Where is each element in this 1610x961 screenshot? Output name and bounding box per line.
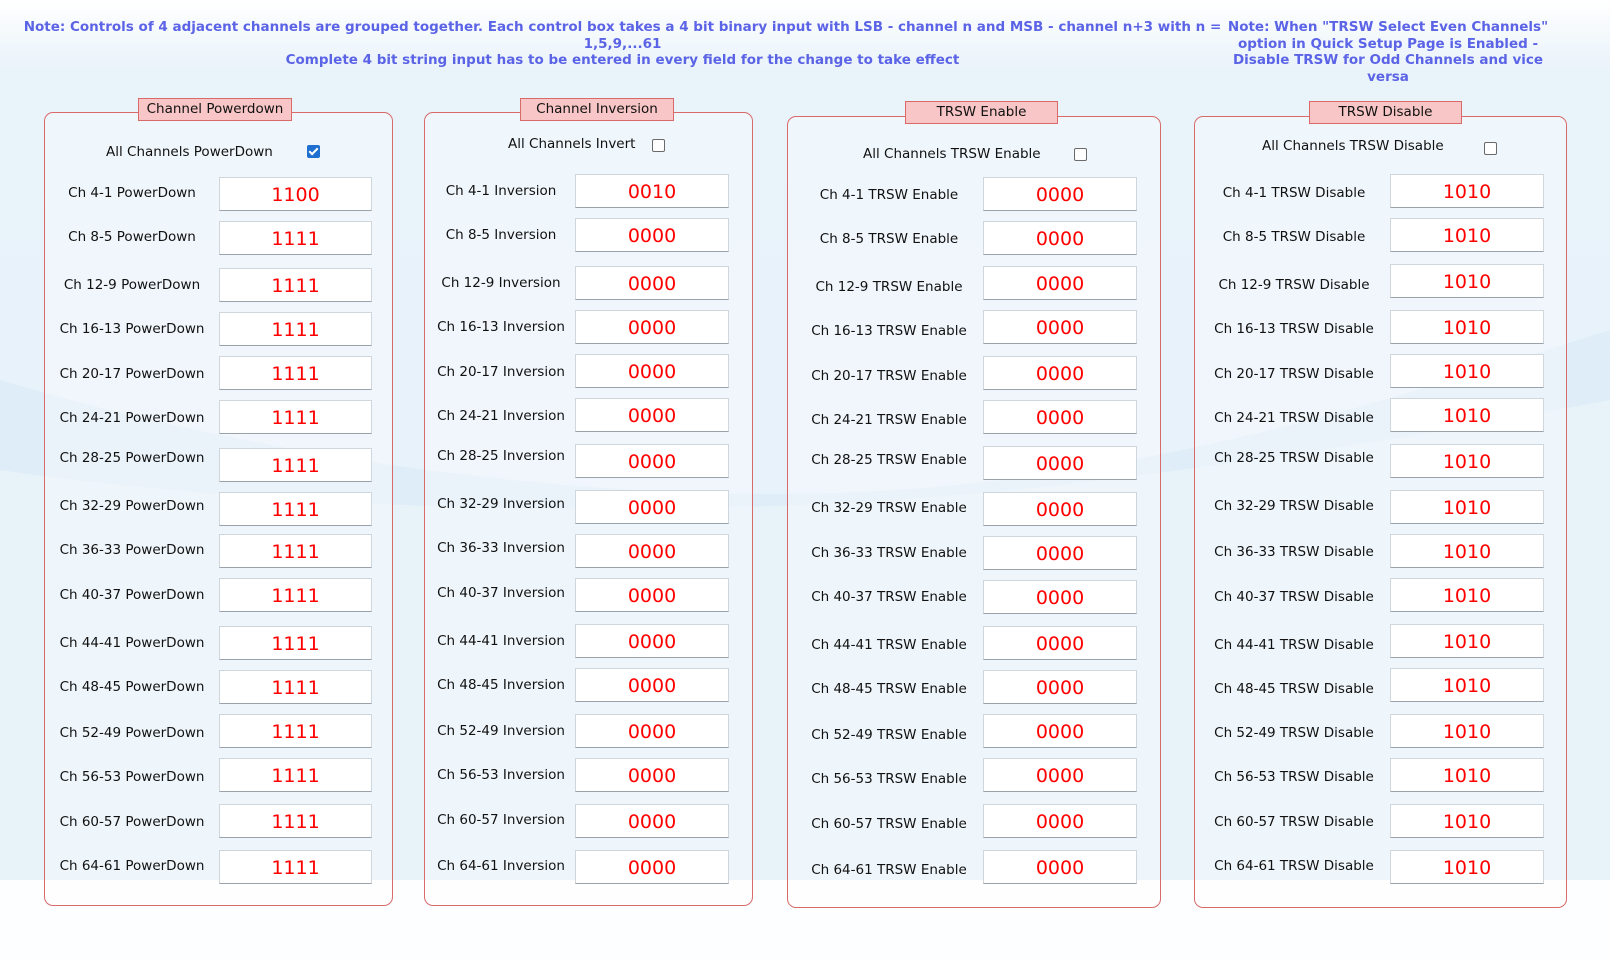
trsw-enable-value-input[interactable]	[983, 626, 1137, 664]
inversion-value-text: 0000	[575, 444, 729, 478]
all-channels-powerdown-label: All Channels PowerDown	[106, 144, 273, 160]
trsw-disable-value-text: 1010	[1390, 264, 1544, 298]
trsw-disable-value-input[interactable]	[1390, 668, 1544, 706]
powerdown-value-input[interactable]	[219, 492, 372, 530]
powerdown-row-label: Ch 12-9 PowerDown	[63, 277, 201, 293]
trsw-enable-value-text: 0000	[983, 758, 1137, 792]
powerdown-value-text: 1111	[219, 804, 372, 838]
trsw-disable-row-label: Ch 16-13 TRSW Disable	[1214, 321, 1374, 337]
trsw-enable-value-input[interactable]	[983, 356, 1137, 394]
all-channels-trsw-enable-label: All Channels TRSW Enable	[863, 146, 1041, 162]
inversion-row-label: Ch 12-9 Inversion	[441, 275, 561, 291]
trsw-disable-row-label: Ch 60-57 TRSW Disable	[1214, 814, 1374, 830]
powerdown-value-text: 1100	[219, 177, 372, 211]
trsw-disable-value-text: 1010	[1390, 758, 1544, 792]
inversion-value-text: 0000	[575, 490, 729, 524]
trsw-enable-value-text: 0000	[983, 626, 1137, 660]
trsw-enable-value-text: 0000	[983, 580, 1137, 614]
trsw-enable-row-label: Ch 40-37 TRSW Enable	[811, 589, 967, 605]
powerdown-row-label: Ch 52-49 PowerDown	[59, 725, 205, 741]
channel-grouping-note	[20, 19, 1225, 69]
inversion-row-label: Ch 64-61 Inversion	[437, 858, 565, 874]
inversion-value-text: 0000	[575, 578, 729, 612]
trsw-disable-value-input[interactable]	[1390, 490, 1544, 528]
note-line: Note: When "TRSW Select Even Channels"	[1227, 19, 1549, 35]
trsw-disable-row-label: Ch 28-25 TRSW Disable	[1214, 450, 1374, 466]
trsw-enable-value-text: 0000	[983, 356, 1137, 390]
trsw-disable-value-input[interactable]	[1390, 624, 1544, 662]
trsw-disable-row-label: Ch 56-53 TRSW Disable	[1214, 769, 1374, 785]
powerdown-value-text: 1111	[219, 714, 372, 748]
inversion-value-text: 0000	[575, 850, 729, 884]
powerdown-value-text: 1111	[219, 312, 372, 346]
inversion-row-label: Ch 48-45 Inversion	[437, 677, 565, 693]
trsw-enable-value-text: 0000	[983, 221, 1137, 255]
inversion-row-label: Ch 40-37 Inversion	[437, 585, 565, 601]
inversion-value-input[interactable]	[575, 174, 729, 212]
trsw-enable-row-label: Ch 56-53 TRSW Enable	[811, 771, 967, 787]
powerdown-row-label: Ch 64-61 PowerDown	[59, 858, 205, 874]
trsw-enable-row-label: Ch 60-57 TRSW Enable	[811, 816, 967, 832]
inversion-value-text: 0000	[575, 534, 729, 568]
inversion-value-text: 0000	[575, 354, 729, 388]
trsw-enable-value-input[interactable]	[983, 804, 1137, 842]
inversion-value-text: 0000	[575, 758, 729, 792]
trsw-disable-value-text: 1010	[1390, 624, 1544, 658]
inversion-value-input[interactable]	[575, 578, 729, 616]
trsw-disable-value-input[interactable]	[1390, 310, 1544, 348]
inversion-value-input[interactable]	[575, 850, 729, 888]
inversion-value-input[interactable]	[575, 398, 729, 436]
inversion-row-label: Ch 20-17 Inversion	[437, 364, 565, 380]
trsw-enable-value-text: 0000	[983, 400, 1137, 434]
inversion-row-label: Ch 28-25 Inversion	[437, 448, 565, 464]
powerdown-value-text: 1111	[219, 400, 372, 434]
trsw-enable-row-label: Ch 8-5 TRSW Enable	[819, 231, 959, 247]
powerdown-value-input[interactable]	[219, 758, 372, 796]
trsw-disable-value-text: 1010	[1390, 668, 1544, 702]
powerdown-value-input[interactable]	[219, 626, 372, 664]
legend-channel-inversion: Channel Inversion	[520, 98, 674, 121]
trsw-enable-value-text: 0000	[983, 177, 1137, 211]
trsw-disable-value-input[interactable]	[1390, 578, 1544, 616]
trsw-disable-value-text: 1010	[1390, 490, 1544, 524]
inversion-value-input[interactable]	[575, 534, 729, 572]
trsw-enable-value-text: 0000	[983, 446, 1137, 480]
trsw-enable-value-text: 0000	[983, 850, 1137, 884]
trsw-enable-row-label: Ch 52-49 TRSW Enable	[811, 727, 967, 743]
trsw-enable-value-text: 0000	[983, 670, 1137, 704]
inversion-value-input[interactable]	[575, 804, 729, 842]
powerdown-value-text: 1111	[219, 221, 372, 255]
inversion-value-text: 0000	[575, 310, 729, 344]
trsw-enable-value-input[interactable]	[983, 446, 1137, 484]
legend-channel-powerdown: Channel Powerdown	[138, 98, 292, 121]
trsw-disable-value-text: 1010	[1390, 534, 1544, 568]
powerdown-value-input[interactable]	[219, 400, 372, 438]
powerdown-value-input[interactable]	[219, 312, 372, 350]
inversion-value-input[interactable]	[575, 624, 729, 662]
powerdown-row-label: Ch 56-53 PowerDown	[59, 769, 205, 785]
trsw-disable-value-text: 1010	[1390, 218, 1544, 252]
trsw-enable-value-text: 0000	[983, 492, 1137, 526]
trsw-disable-value-input[interactable]	[1390, 218, 1544, 256]
trsw-enable-value-input[interactable]	[983, 221, 1137, 259]
trsw-disable-value-text: 1010	[1390, 578, 1544, 612]
all-channels-trsw-disable-checkbox[interactable]	[1484, 142, 1497, 155]
inversion-row-label: Ch 60-57 Inversion	[437, 812, 565, 828]
trsw-enable-row-label: Ch 64-61 TRSW Enable	[811, 862, 967, 878]
trsw-select-note	[1218, 19, 1558, 85]
trsw-disable-value-input[interactable]	[1390, 758, 1544, 796]
trsw-enable-row-label: Ch 28-25 TRSW Enable	[811, 452, 967, 468]
powerdown-value-text: 1111	[219, 758, 372, 792]
trsw-enable-row-label: Ch 44-41 TRSW Enable	[811, 637, 967, 653]
powerdown-row-label: Ch 20-17 PowerDown	[59, 366, 205, 382]
trsw-disable-row-label: Ch 20-17 TRSW Disable	[1214, 366, 1374, 382]
trsw-disable-row-label: Ch 24-21 TRSW Disable	[1214, 410, 1374, 426]
all-channels-trsw-disable-label: All Channels TRSW Disable	[1262, 138, 1444, 154]
note-line: Note: Controls of 4 adjacent channels are grouped together. Each control box takes a 4 bit binary input with LSB - channel n and MSB - channel n+3 with n = 1,5,9,...61	[23, 19, 1222, 52]
inversion-value-input[interactable]	[575, 354, 729, 392]
powerdown-value-input[interactable]	[219, 356, 372, 394]
powerdown-row-label: Ch 40-37 PowerDown	[59, 587, 205, 603]
trsw-enable-value-input[interactable]	[983, 492, 1137, 530]
all-channels-powerdown-checkbox[interactable]	[307, 145, 320, 158]
trsw-disable-row-label: Ch 40-37 TRSW Disable	[1214, 589, 1374, 605]
note-line: Complete 4 bit string input has to be entered in every field for the change to take effect	[285, 52, 960, 68]
powerdown-value-input[interactable]	[219, 448, 372, 486]
powerdown-value-input[interactable]	[219, 850, 372, 888]
trsw-enable-value-text: 0000	[983, 310, 1137, 344]
inversion-value-text: 0000	[575, 668, 729, 702]
trsw-enable-row-label: Ch 20-17 TRSW Enable	[811, 368, 967, 384]
trsw-enable-value-input[interactable]	[983, 758, 1137, 796]
trsw-disable-value-input[interactable]	[1390, 714, 1544, 752]
trsw-enable-value-text: 0000	[983, 266, 1137, 300]
inversion-row-label: Ch 8-5 Inversion	[445, 227, 557, 243]
trsw-disable-row-label: Ch 12-9 TRSW Disable	[1218, 277, 1370, 293]
powerdown-value-text: 1111	[219, 356, 372, 390]
trsw-enable-row-label: Ch 48-45 TRSW Enable	[811, 681, 967, 697]
trsw-enable-row-label: Ch 32-29 TRSW Enable	[811, 500, 967, 516]
powerdown-value-text: 1111	[219, 534, 372, 568]
trsw-enable-value-text: 0000	[983, 536, 1137, 570]
trsw-disable-value-text: 1010	[1390, 804, 1544, 838]
trsw-enable-value-text: 0000	[983, 714, 1137, 748]
legend-trsw-enable: TRSW Enable	[905, 101, 1058, 124]
trsw-disable-value-text: 1010	[1390, 174, 1544, 208]
trsw-disable-row-label: Ch 48-45 TRSW Disable	[1214, 681, 1374, 697]
powerdown-row-label: Ch 32-29 PowerDown	[59, 498, 205, 514]
trsw-enable-value-input[interactable]	[983, 266, 1137, 304]
powerdown-row-label: Ch 24-21 PowerDown	[59, 410, 205, 426]
trsw-disable-row-label: Ch 64-61 TRSW Disable	[1214, 858, 1374, 874]
inversion-value-text: 0000	[575, 624, 729, 658]
note-line: option in Quick Setup Page is Enabled -	[1237, 35, 1539, 52]
all-channels-trsw-enable-checkbox[interactable]	[1074, 148, 1087, 161]
trsw-disable-row-label: Ch 44-41 TRSW Disable	[1214, 637, 1374, 653]
powerdown-value-input[interactable]	[219, 221, 372, 259]
inversion-row-label: Ch 36-33 Inversion	[437, 540, 565, 556]
trsw-disable-row-label: Ch 52-49 TRSW Disable	[1214, 725, 1374, 741]
trsw-enable-value-input[interactable]	[983, 177, 1137, 215]
trsw-disable-value-input[interactable]	[1390, 804, 1544, 842]
trsw-disable-value-text: 1010	[1390, 354, 1544, 388]
trsw-disable-value-input[interactable]	[1390, 850, 1544, 888]
trsw-enable-value-input[interactable]	[983, 400, 1137, 438]
powerdown-value-input[interactable]	[219, 268, 372, 306]
note-line: Disable TRSW for Odd Channels and vice versa	[1232, 52, 1544, 85]
inversion-value-input[interactable]	[575, 266, 729, 304]
trsw-disable-value-input[interactable]	[1390, 174, 1544, 212]
trsw-disable-value-text: 1010	[1390, 398, 1544, 432]
powerdown-value-text: 1111	[219, 670, 372, 704]
trsw-enable-value-input[interactable]	[983, 670, 1137, 708]
inversion-value-input[interactable]	[575, 310, 729, 348]
trsw-enable-value-input[interactable]	[983, 580, 1137, 618]
inversion-value-input[interactable]	[575, 758, 729, 796]
powerdown-value-input[interactable]	[219, 714, 372, 752]
trsw-disable-value-text: 1010	[1390, 444, 1544, 478]
inversion-value-text: 0000	[575, 804, 729, 838]
trsw-disable-row-label: Ch 36-33 TRSW Disable	[1214, 544, 1374, 560]
inversion-row-label: Ch 4-1 Inversion	[445, 183, 557, 199]
trsw-disable-value-text: 1010	[1390, 714, 1544, 748]
all-channels-invert-checkbox[interactable]	[652, 139, 665, 152]
powerdown-value-input[interactable]	[219, 534, 372, 572]
trsw-enable-row-label: Ch 24-21 TRSW Enable	[811, 412, 967, 428]
powerdown-value-text: 1111	[219, 578, 372, 612]
powerdown-value-text: 1111	[219, 268, 372, 302]
trsw-enable-value-text: 0000	[983, 804, 1137, 838]
powerdown-value-text: 1111	[219, 850, 372, 884]
powerdown-value-text: 1111	[219, 448, 372, 482]
powerdown-row-label: Ch 60-57 PowerDown	[59, 814, 205, 830]
trsw-disable-value-input[interactable]	[1390, 398, 1544, 436]
inversion-row-label: Ch 16-13 Inversion	[437, 319, 565, 335]
trsw-enable-row-label: Ch 12-9 TRSW Enable	[815, 279, 963, 295]
inversion-value-input[interactable]	[575, 668, 729, 706]
inversion-value-input[interactable]	[575, 490, 729, 528]
powerdown-row-label: Ch 44-41 PowerDown	[59, 635, 205, 651]
trsw-enable-row-label: Ch 36-33 TRSW Enable	[811, 545, 967, 561]
inversion-value-text: 0000	[575, 218, 729, 252]
inversion-value-input[interactable]	[575, 714, 729, 752]
all-channels-invert-label: All Channels Invert	[508, 136, 636, 152]
powerdown-value-input[interactable]	[219, 578, 372, 616]
trsw-disable-row-label: Ch 8-5 TRSW Disable	[1222, 229, 1366, 245]
powerdown-row-label: Ch 16-13 PowerDown	[59, 321, 205, 337]
trsw-disable-value-text: 1010	[1390, 310, 1544, 344]
inversion-row-label: Ch 32-29 Inversion	[437, 496, 565, 512]
trsw-disable-value-input[interactable]	[1390, 264, 1544, 302]
inversion-value-text: 0000	[575, 266, 729, 300]
powerdown-row-label: Ch 36-33 PowerDown	[59, 542, 205, 558]
powerdown-row-label: Ch 8-5 PowerDown	[68, 229, 196, 245]
powerdown-row-label: Ch 48-45 PowerDown	[59, 679, 205, 695]
inversion-value-text: 0010	[575, 174, 729, 208]
powerdown-value-text: 1111	[219, 492, 372, 526]
trsw-disable-value-input[interactable]	[1390, 444, 1544, 482]
inversion-value-text: 0000	[575, 714, 729, 748]
powerdown-value-input[interactable]	[219, 177, 372, 215]
trsw-enable-value-input[interactable]	[983, 714, 1137, 752]
inversion-row-label: Ch 52-49 Inversion	[437, 723, 565, 739]
trsw-disable-row-label: Ch 32-29 TRSW Disable	[1214, 498, 1374, 514]
inversion-row-label: Ch 44-41 Inversion	[437, 633, 565, 649]
trsw-enable-row-label: Ch 4-1 TRSW Enable	[819, 187, 959, 203]
legend-trsw-disable: TRSW Disable	[1309, 101, 1462, 124]
powerdown-value-input[interactable]	[219, 804, 372, 842]
powerdown-value-text: 1111	[219, 626, 372, 660]
powerdown-value-input[interactable]	[219, 670, 372, 708]
trsw-enable-row-label: Ch 16-13 TRSW Enable	[811, 323, 967, 339]
trsw-enable-value-input[interactable]	[983, 536, 1137, 574]
trsw-disable-row-label: Ch 4-1 TRSW Disable	[1222, 185, 1366, 201]
powerdown-row-label: Ch 4-1 PowerDown	[68, 185, 196, 201]
trsw-enable-value-input[interactable]	[983, 850, 1137, 888]
trsw-disable-value-text: 1010	[1390, 850, 1544, 884]
inversion-row-label: Ch 24-21 Inversion	[437, 408, 565, 424]
inversion-value-input[interactable]	[575, 218, 729, 256]
trsw-disable-value-input[interactable]	[1390, 534, 1544, 572]
trsw-disable-value-input[interactable]	[1390, 354, 1544, 392]
inversion-value-text: 0000	[575, 398, 729, 432]
powerdown-row-label: Ch 28-25 PowerDown	[59, 450, 205, 466]
inversion-row-label: Ch 56-53 Inversion	[437, 767, 565, 783]
inversion-value-input[interactable]	[575, 444, 729, 482]
trsw-enable-value-input[interactable]	[983, 310, 1137, 348]
